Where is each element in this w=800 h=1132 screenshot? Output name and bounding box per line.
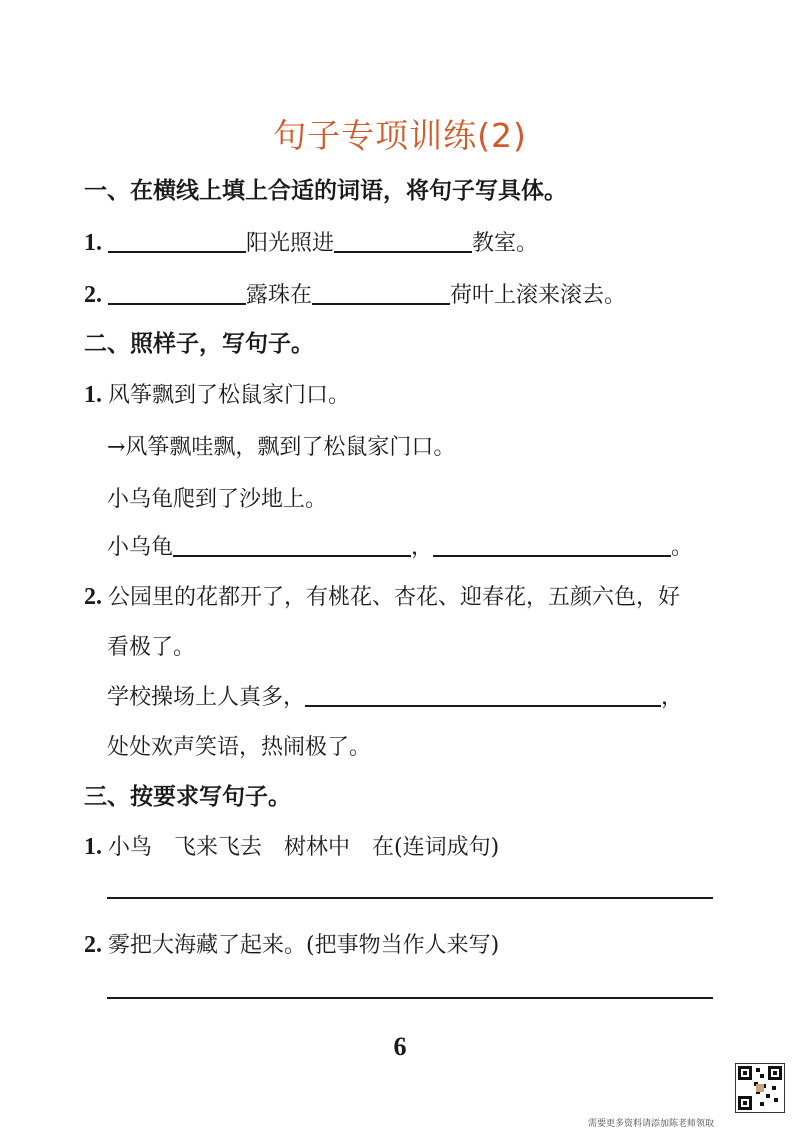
answer-blank[interactable]: [312, 281, 450, 305]
prompt-end: 处处欢声笑语，热闹极了。: [107, 735, 372, 760]
question-text: 雾把大海藏了起来。(把事物当作人来写): [108, 933, 500, 958]
s3-question-2: [84, 928, 499, 959]
question-text: 荷叶上滚来滚去。: [450, 283, 627, 308]
question-text: 露珠在: [246, 283, 313, 308]
question-number: 2.: [84, 282, 102, 308]
s2-question-1: [84, 378, 350, 409]
answer-line[interactable]: [107, 897, 713, 899]
answer-line-row: [107, 530, 693, 561]
answer-blank[interactable]: [173, 533, 411, 557]
period: 。: [671, 535, 694, 560]
qr-code-icon: [735, 1063, 785, 1113]
example-sentence-line2: 看极了。: [107, 635, 196, 660]
question-number: 2.: [84, 584, 102, 610]
question-number: 1.: [84, 382, 102, 408]
comma: ，: [661, 685, 684, 710]
question-number: 1.: [84, 834, 102, 860]
prompt-start: 学校操场上人真多，: [107, 685, 306, 710]
answer-blank[interactable]: [305, 683, 661, 707]
question-text: 阳光照进: [246, 231, 335, 256]
section-3-heading: 三、按要求写句子。: [84, 784, 291, 810]
s1-question-2: [84, 278, 626, 309]
page-title: 句子专项训练(2): [273, 116, 527, 155]
example-sentence: 风筝飘到了松鼠家门口。: [108, 383, 351, 408]
answer-blank[interactable]: [108, 229, 246, 253]
question-number: 2.: [84, 932, 102, 958]
s2-question-2: [84, 580, 680, 611]
footer-note: 需要更多资料请添加陈老师领取: [588, 1119, 715, 1129]
question-number: 1.: [84, 230, 102, 256]
answer-blank[interactable]: [334, 229, 472, 253]
s1-question-1: [84, 226, 538, 257]
page-number: 6: [393, 1032, 407, 1061]
comma: ，: [411, 535, 434, 560]
section-1-heading: 一、在横线上填上合适的词语，将句子写具体。: [84, 178, 567, 204]
answer-start: 小乌龟: [107, 535, 174, 560]
answer-blank[interactable]: [433, 533, 671, 557]
example-sentence-line1: 公园里的花都开了，有桃花、杏花、迎春花，五颜六色，好: [108, 585, 681, 610]
answer-blank[interactable]: [108, 281, 246, 305]
question-text: 小鸟 飞来飞去 树林中 在(连词成句): [108, 835, 500, 860]
example-answer: →风筝飘哇飘，飘到了松鼠家门口。: [107, 435, 456, 460]
answer-line[interactable]: [107, 997, 713, 999]
section-2-heading: 二、照样子，写句子。: [84, 331, 314, 357]
answer-line-row: [107, 680, 683, 711]
s3-question-1: [84, 830, 499, 861]
prompt-sentence: 小乌龟爬到了沙地上。: [107, 487, 328, 512]
question-text: 教室。: [472, 231, 539, 256]
